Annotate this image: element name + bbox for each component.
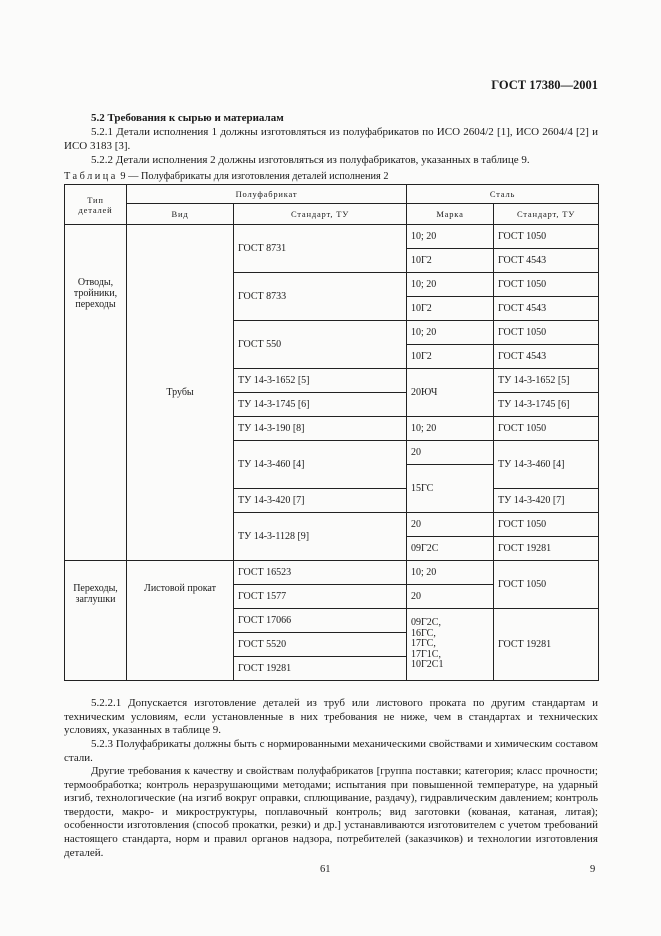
grade-cell: 10; 20 bbox=[407, 321, 494, 345]
standard-cell: ГОСТ 8733 bbox=[234, 273, 407, 321]
header-kind: Вид bbox=[127, 204, 234, 225]
standard-cell: ТУ 14-3-460 [4] bbox=[234, 441, 407, 489]
paragraph-other-requirements: Другие требования к качеству и свойствам полуфабрикатов [группа поставки; категория; класс прочности; термообработка; контроль неразрушающими методами; испытания при повышенной температуре, на ударный изгиб, технологические (на изгиб вокруг оправки, сплющивание, раздачу), гидравлическим давлением; контроль твердости, макро- и микроструктуры, поплавочный контроль; вид заготовки (кованая, катаная, литая); особенности изготовления (способ прокатки, резки) и др.] устанавливаются изготовителем с учетом требований настоящего стандарта, норм и правил органов надзора, потребителей (заказчиков) и технологии изготовления деталей. bbox=[64, 765, 598, 859]
type-cell: Отводы, тройники, переходы bbox=[65, 225, 127, 561]
page-number-center: 61 bbox=[320, 864, 331, 875]
steel-standard-cell: ГОСТ 1050 bbox=[494, 513, 599, 537]
header-grade: Марка bbox=[407, 204, 494, 225]
steel-standard-cell: ТУ 14-3-1745 [6] bbox=[494, 393, 599, 417]
standard-cell: ГОСТ 17066 bbox=[234, 609, 407, 633]
header-standard: Стандарт, ТУ bbox=[234, 204, 407, 225]
semi-products-table bbox=[64, 184, 599, 681]
standard-cell: ГОСТ 16523 bbox=[234, 561, 407, 585]
steel-standard-cell: ТУ 14-3-460 [4] bbox=[494, 441, 599, 489]
grade-cell: 10; 20 bbox=[407, 561, 494, 585]
grade-cell: 20 bbox=[407, 585, 494, 609]
grade-cell: 10; 20 bbox=[407, 225, 494, 249]
steel-standard-cell: ГОСТ 4543 bbox=[494, 249, 599, 273]
paragraph-5-2-3: 5.2.3 Полуфабрикаты должны быть с нормированными механическими свойствами и химическим составом стали. bbox=[64, 738, 598, 764]
standard-cell: ТУ 14-3-1745 [6] bbox=[234, 393, 407, 417]
paragraph-5-2-2-1: 5.2.2.1 Допускается изготовление деталей из труб или листового проката по другим стандартам и техническим условиям, если установленные в них требования не ниже, чем в стандартах и технических условиях, указанных в таблице 9. bbox=[64, 697, 598, 737]
grade-cell: 20 bbox=[407, 513, 494, 537]
standard-cell: ГОСТ 1577 bbox=[234, 585, 407, 609]
grade-cell: 15ГС bbox=[407, 465, 494, 513]
grade-cell: 20ЮЧ bbox=[407, 369, 494, 417]
grade-cell: 10Г2 bbox=[407, 297, 494, 321]
grade-cell: 10; 20 bbox=[407, 417, 494, 441]
type-cell: Переходы, заглушки bbox=[65, 561, 127, 681]
standard-cell: ТУ 14-3-420 [7] bbox=[234, 489, 407, 513]
grade-cell: 09Г2С, 16ГС, 17ГС, 17Г1С, 10Г2С1 bbox=[407, 609, 494, 681]
section-title: 5.2 Требования к сырью и материалам bbox=[91, 112, 284, 124]
grade-cell: 10; 20 bbox=[407, 273, 494, 297]
steel-standard-cell: ГОСТ 1050 bbox=[494, 321, 599, 345]
standard-cell: ТУ 14-3-1128 [9] bbox=[234, 513, 407, 561]
table-caption-text: 9 — Полуфабрикаты для изготовления деталей исполнения 2 bbox=[120, 171, 389, 182]
standard-cell: ГОСТ 550 bbox=[234, 321, 407, 369]
grade-cell: 10Г2 bbox=[407, 345, 494, 369]
header-steel-standard: Стандарт, ТУ bbox=[494, 204, 599, 225]
steel-standard-cell: ТУ 14-3-420 [7] bbox=[494, 489, 599, 513]
steel-standard-cell: ГОСТ 4543 bbox=[494, 345, 599, 369]
standard-cell: ТУ 14-3-1652 [5] bbox=[234, 369, 407, 393]
kind-cell: Трубы bbox=[127, 225, 234, 561]
grade-cell: 09Г2С bbox=[407, 537, 494, 561]
steel-standard-cell: ГОСТ 1050 bbox=[494, 561, 599, 609]
grade-cell: 20 bbox=[407, 441, 494, 465]
paragraph-5-2-2: 5.2.2 Детали исполнения 2 должны изготовляться из полуфабрикатов, указанных в таблице 9. bbox=[91, 154, 530, 166]
steel-standard-cell: ГОСТ 19281 bbox=[494, 609, 599, 681]
steel-standard-cell: ГОСТ 19281 bbox=[494, 537, 599, 561]
grade-cell: 10Г2 bbox=[407, 249, 494, 273]
header-semi-product: Полуфабрикат bbox=[127, 185, 407, 204]
document-code: ГОСТ 17380—2001 bbox=[491, 78, 598, 92]
header-steel: Сталь bbox=[407, 185, 599, 204]
standard-cell: ТУ 14-3-190 [8] bbox=[234, 417, 407, 441]
paragraph-5-2-1: 5.2.1 Детали исполнения 1 должны изготовляться из полуфабрикатов по ИСО 2604/2 [1], ИСО 2604/4 [2] и ИСО 3183 [3]. bbox=[64, 126, 598, 152]
standard-cell: ГОСТ 19281 bbox=[234, 657, 407, 681]
steel-standard-cell: ТУ 14-3-1652 [5] bbox=[494, 369, 599, 393]
page-number-right: 9 bbox=[590, 864, 596, 875]
steel-standard-cell: ГОСТ 4543 bbox=[494, 297, 599, 321]
steel-standard-cell: ГОСТ 1050 bbox=[494, 273, 599, 297]
kind-cell: Листовой прокат bbox=[127, 561, 234, 681]
header-type: Тип деталей bbox=[65, 185, 127, 225]
steel-standard-cell: ГОСТ 1050 bbox=[494, 417, 599, 441]
table-caption bbox=[64, 171, 388, 182]
steel-standard-cell: ГОСТ 1050 bbox=[494, 225, 599, 249]
standard-cell: ГОСТ 5520 bbox=[234, 633, 407, 657]
table-caption-label: Таблица bbox=[64, 171, 118, 182]
standard-cell: ГОСТ 8731 bbox=[234, 225, 407, 273]
